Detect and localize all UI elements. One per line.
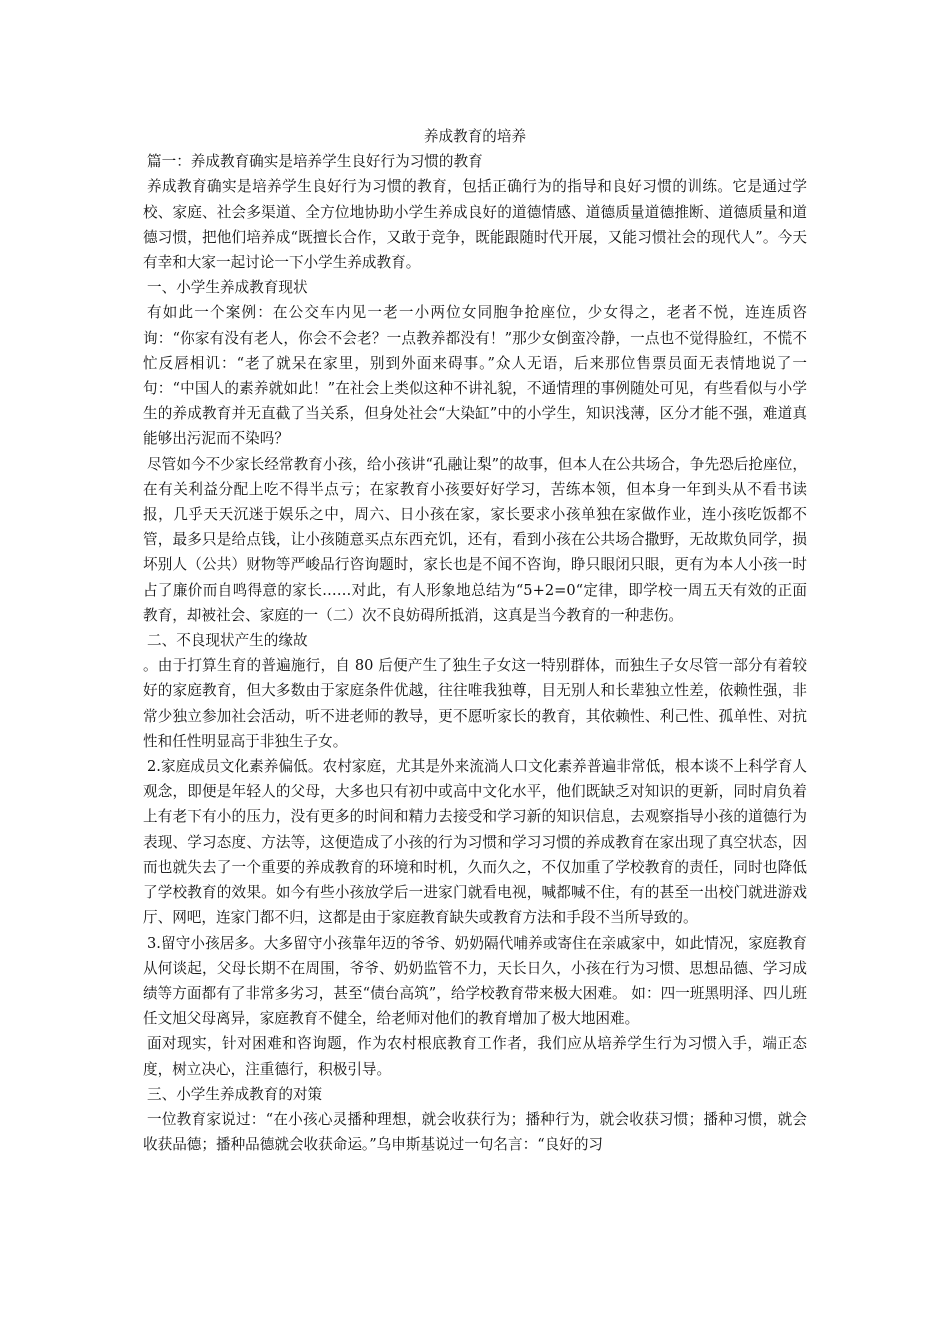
document-body xyxy=(143,124,807,1157)
document-title: 养成教育的培养 xyxy=(423,128,527,145)
section-subtitle: 篇一：养成教育确实是培养学生良好行为习惯的教育 xyxy=(147,153,483,171)
paragraph-parents: 尽管如今不少家长经常教育小孩，给小孩讲“孔融让梨”的故事，但本人在公共场合，争先恐后抢座位，在有关利益分配上吃不得半点亏；在家教育小孩要好好学习，苦练本领，但本身一年到头从不看书读报，几乎天天沉迷于娱乐之中，周六、日小孩在家，家长要求小孩单独在家做作业，连小孩吃饭都不管，最多只是给点钱，让小孩随意买点东西充饥，还有，看到小孩在公共场合撒野，无故欺负同学，损坏别人（公共）财物等严峻品行咨询题时，家长也是不闻不咨询，睁只眼闭只眼，更有为本人小孩一时占了廉价而自鸣得意的家长……对此，有人形象地总结为“5+2=0“定律，即学校一周五天有效的正面教育，却被社会、家庭的一（二）次不良妨碍所抵消，这真是当今教育的一种悲伤。 xyxy=(143,455,807,624)
paragraph-reason-3: 3.留守小孩居多。大多留守小孩靠年迈的爷爷、奶奶隔代哺养或寄住在亲戚家中，如此情况，家庭教育从何谈起，父母长期不在周围，爷爷、奶奶监管不力，天长日久，小孩在行为习惯、思想品德、学习成绩等方面都有了非常多劣习，甚至“债台高筑”，给学校教育带来极大困难。 如：四一班黑明泽、四儿班任文旭父母离异，家庭教育不健全，给老师对他们的教育增加了极大地困难。 xyxy=(143,934,807,1028)
paragraph-response: 面对现实，针对困难和咨询题，作为农村根底教育工作者，我们应从培养学生行为习惯入手，端正态度，树立决心，注重德行，积极引导。 xyxy=(143,1035,807,1078)
paragraph-reason-2: 2.家庭成员文化素养偏低。农村家庭，尤其是外来流淌人口文化素养普遍非常低，根本谈不上科学育人观念，即便是年轻人的父母，大多也只有初中或高中文化水平，他们既缺乏对知识的更新，同时肩负着上有老下有小的压力，没有更多的时间和精力去接受和学习新的知识信息，去观察指导小孩的道德行为表现、学习态度、方法等，这便造成了小孩的行为习惯和学习习惯的养成教育在家出现了真空状态，因而也就失去了一个重要的养成教育的环境和时机，久而久之，不仅加重了学校教育的责任，同时也降低了学校教育的效果。如今有些小孩放学后一进家门就看电视，喊都喊不住，有的甚至一出校门就进游戏厅、网吧，连家门都不归，这都是由于家庭教育缺失或教育方法和手段不当所导致的。 xyxy=(143,758,807,927)
heading-section-2: 二、不良现状产生的缘故 xyxy=(147,632,308,650)
paragraph-reason-1: 。由于打算生育的普遍施行，自 80 后便产生了独生子女这一特别群体，而独生子女尽管一部分有着较好的家庭教育，但大多数由于家庭条件优越，往往唯我独尊，目无别人和长辈独立性差，依赖性强，非常少独立参加社会活动，听不进老师的教导，更不愿听家长的教育，其依赖性、利己性、孤单性、对抗性和任性明显高于非独生子女。 xyxy=(143,657,807,750)
paragraph-intro: 养成教育确实是培养学生良好行为习惯的教育，包括正确行为的指导和良好习惯的训练。它是通过学校、家庭、社会多渠道、全方位地协助小学生养成良好的道德情感、道德质量道德推断、道德质量和道德习惯，把他们培养成“既擅长合作，又敢于竞争，既能跟随时代开展，又能习惯社会的现代人”。今天有幸和大家一起讨论一下小学生养成教育。 xyxy=(143,178,807,272)
paragraph-quote: 一位教育家说过：“在小孩心灵播种理想，就会收获行为；播种行为，就会收获习惯；播种习惯，就会收获品德；播种品德就会收获命运。”乌申斯基说过一句名言：“良好的习 xyxy=(143,1110,807,1154)
heading-section-3: 三、小学生养成教育的对策 xyxy=(147,1085,323,1103)
heading-section-1: 一、小学生养成教育现状 xyxy=(147,279,308,297)
paragraph-case: 有如此一个案例：在公交车内见一老一小两位女同胞争抢座位，少女得之，老者不悦，连连质咨询：“你家有没有老人，你会不会老？一点教养都没有！”那少女倒蛮冷静，一点也不觉得脸红，不慌不忙反唇相讥：“老了就呆在家里，别到外面来碍事。”众人无语，后来那位售票员面无表情地说了一句：“中国人的素养就如此！”在社会上类似这种不讲礼貌，不通情理的事例随处可见，有些看似与小学生的养成教育并无直截了当关系，但身处社会“大染缸”中的小学生，知识浅薄，区分才能不强，难道真能够出污泥而不染吗？ xyxy=(143,304,807,448)
